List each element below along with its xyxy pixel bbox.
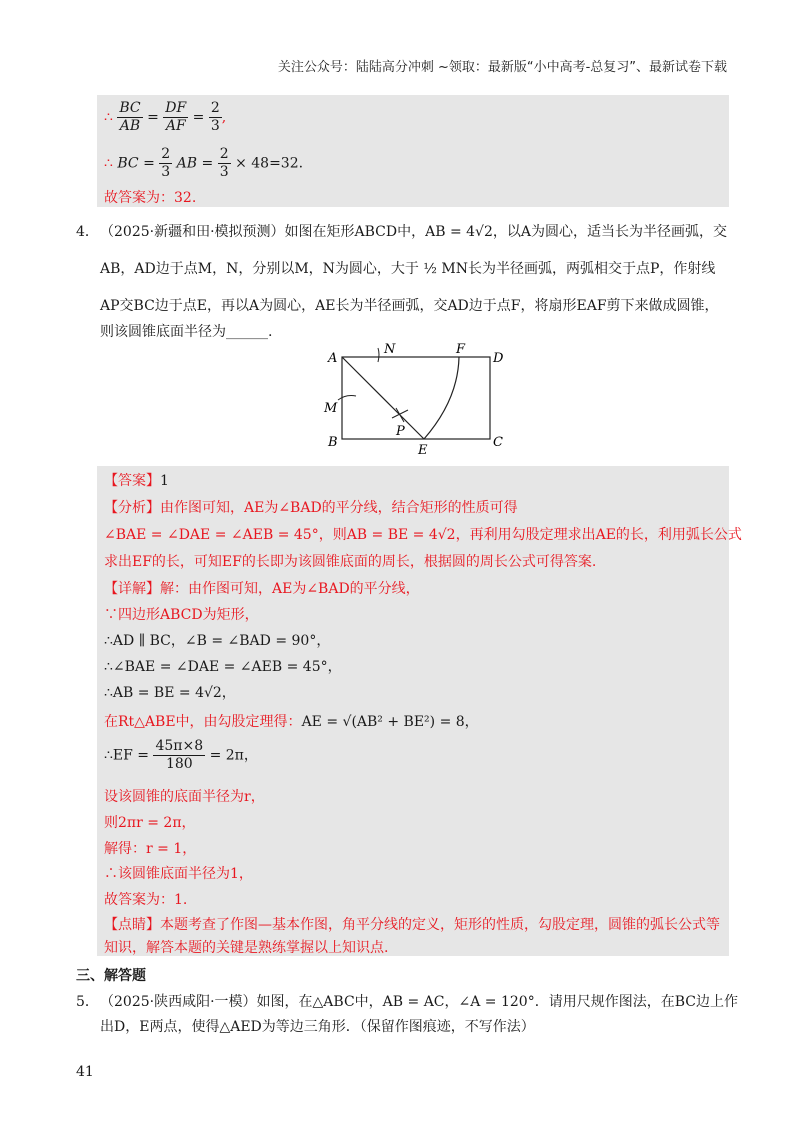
section-title: 三、解答题: [76, 968, 146, 984]
figure-label-a: A: [328, 351, 338, 366]
detail-text-1: 解：由作图可知，AE为∠BAD的平分线，: [160, 581, 420, 597]
detail-line-8: 设该圆锥的底面半径为r，: [104, 789, 265, 805]
q4-line-1: （2025·新疆和田·模拟预测）如图在矩形ABCD中，AB = 4√2，以A为圆心，适当长为半径画弧，交: [100, 224, 727, 240]
detail-line-6: [104, 711, 479, 731]
detail-tag: 【详解】: [104, 581, 160, 597]
prev-line-2: ∴ BC = $\frac{2}{3}$ AB = $\frac{2}{3}$ × 48=32.: [104, 146, 304, 180]
page-header: 关注公众号：陆陆高分冲刺 ~领取：最新版“小中高考-总复习”、最新试卷下载: [277, 60, 727, 75]
q5-line-2: 出D，E两点，使得△AED为等边三角形．（保留作图痕迹，不写作法）: [100, 1019, 535, 1035]
analysis-text-1: 由作图可知，AE为∠BAD的平分线，结合矩形的性质可得: [160, 500, 518, 516]
prev-answer-line: 故答案为：32.: [104, 190, 197, 206]
figure-label-n: N: [384, 342, 396, 357]
answer-value: 1: [160, 473, 169, 489]
ray-ae: [342, 357, 424, 439]
prev-line-2-result: =32.: [269, 155, 304, 172]
detail-line-5: ∴AB = BE = 4√2，: [104, 685, 236, 701]
detail-text-6b: AE = √(AB² + BE²) = 8，: [301, 714, 479, 730]
figure-label-p: P: [396, 424, 405, 439]
answer-line: [104, 470, 169, 490]
comment-line-1: [104, 914, 720, 934]
comment-tag: 【点睛】: [104, 917, 160, 933]
q5-line-1: （2025·陕西咸阳·一模）如图，在△ABC中，AB = AC，∠A = 120°．请用尺规作图法，在BC边上作: [100, 994, 738, 1010]
figure-label-c: C: [493, 435, 503, 450]
figure-label-b: B: [328, 435, 338, 450]
figure-label-d: D: [493, 351, 504, 366]
detail-line-2: ∵四边形ABCD为矩形，: [104, 607, 259, 623]
analysis-tag: 【分析】: [104, 500, 160, 516]
figure-label-e: E: [418, 443, 428, 458]
prev-line-1-tail: ,: [221, 109, 227, 126]
q4-number: 4．: [76, 224, 99, 240]
q5-number: 5．: [76, 994, 99, 1010]
arc-ef: [424, 357, 459, 439]
detail-fraction-den: 180: [165, 756, 193, 772]
figure-label-f: F: [456, 342, 466, 357]
rectangle-abcd: [342, 357, 490, 439]
detail-fraction-num: 45π×8: [155, 738, 204, 754]
figure-label-m: M: [324, 401, 338, 416]
detail-text-6a: 在Rt△ABE中，由勾股定理得：: [104, 714, 302, 730]
comment-text-1: 本题考查了作图—基本作图，角平分线的定义，矩形的性质，勾股定理，圆锥的弧长公式等: [160, 917, 720, 933]
analysis-line-2: ∠BAE = ∠DAE = ∠AEB = 45°，则AB = BE = 4√2，再利用勾股定理求出AE的长，利用弧长公式: [104, 527, 742, 543]
detail-line-3: ∴AD ∥ BC，∠B = ∠BAD = 90°，: [104, 633, 331, 649]
detail-text-7b: = 2π，: [209, 747, 258, 764]
comment-line-2: 知识，解答本题的关键是熟练掌握以上知识点.: [104, 940, 389, 956]
detail-line-7: [104, 738, 258, 773]
detail-line-11: ∴该圆锥底面半径为1，: [104, 866, 253, 882]
q4-line-2: AB，AD边于点M，N，分别以M，N为圆心，大于 ½ MN长为半径画弧，两弧相交于点P，作射线: [100, 261, 716, 277]
page-number: 41: [76, 1064, 94, 1080]
detail-line-9: 则2πr = 2π，: [104, 815, 196, 831]
detail-line-4: ∴∠BAE = ∠DAE = ∠AEB = 45°，: [104, 659, 342, 675]
answer-tag: 【答案】: [104, 473, 160, 489]
prev-line-1: ∴ $\frac{BC}{AB}$ = $\frac{DF}{AF}$ = $\frac{2}{3}$ ,: [104, 100, 227, 134]
analysis-line-3: 求出EF的长，可知EF的长即为该圆锥底面的周长，根据圆的周长公式可得答案.: [104, 554, 597, 570]
detail-text-7a: ∴EF =: [104, 747, 150, 764]
analysis-line-1: [104, 497, 518, 517]
detail-line-12: 故答案为：1.: [104, 892, 188, 908]
detail-line-1: [104, 578, 420, 598]
q4-figure: [318, 340, 518, 460]
detail-line-10: 解得：r = 1，: [104, 841, 197, 857]
q4-line-3: AP交BC边于点E，再以A为圆心，AE长为半径画弧，交AD边于点F，将扇形EAF剪下来做成圆锥，: [100, 298, 719, 314]
q4-line-4: 则该圆锥底面半径为______.: [100, 324, 273, 340]
